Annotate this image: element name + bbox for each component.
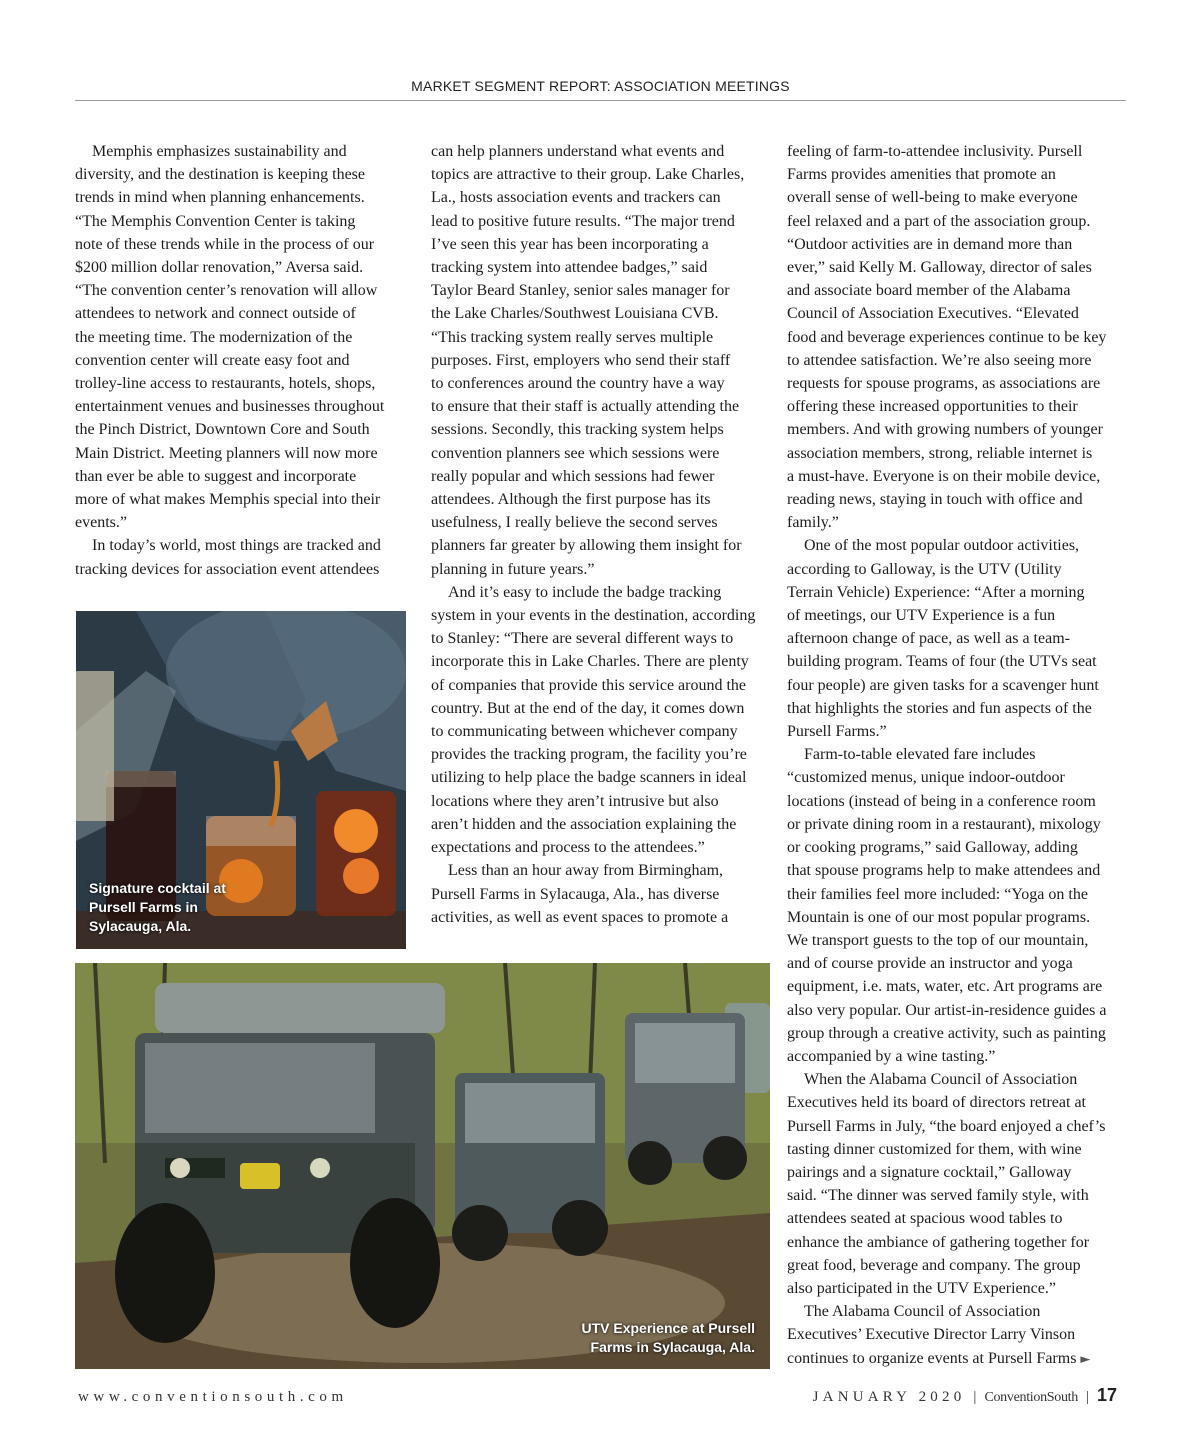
text-line: aren’t hidden and the association explaining the <box>431 815 737 833</box>
text-line: also participated in the UTV Experience.” <box>787 1279 1056 1297</box>
utv-photo-caption: UTV Experience at Pursell Farms in Sylacauga, Ala. <box>581 1320 755 1355</box>
cocktail-photo-caption: Signature cocktail at Pursell Farms in Sylacauga, Ala. <box>89 880 226 934</box>
text-line: utilizing to help place the badge scanners in ideal <box>431 769 747 787</box>
text-line: the Pinch District, Downtown Core and South <box>75 421 370 439</box>
text-line: We transport guests to the top of our mountain, <box>787 931 1089 949</box>
text-line: and associate board member of the Alabama <box>787 282 1071 300</box>
text-line: feeling of farm-to-attendee inclusivity. Pursell <box>787 143 1083 160</box>
article-column-2 <box>431 140 776 929</box>
text-line: Executives’ Executive Director Larry Vinson <box>787 1326 1076 1344</box>
text-line: according to Galloway, is the UTV (Utility <box>787 560 1062 578</box>
text-line: family.” <box>787 514 839 532</box>
text-line: or private dining room in a restaurant), mixology <box>787 815 1101 833</box>
text-line: purposes. First, employers who send their staff <box>431 351 731 369</box>
text-line: enhance the ambiance of gathering together for <box>787 1233 1090 1251</box>
text-line: or cooking programs,” said Galloway, adding <box>787 839 1078 857</box>
text-line: Main District. Meeting planners will now more <box>75 444 378 462</box>
text-line: can help planners understand what events and <box>431 143 725 160</box>
text-line: convention center will create easy foot and <box>75 351 350 369</box>
text-line: the Lake Charles/Southwest Louisiana CVB. <box>431 305 719 323</box>
footer-website: www.conventionsouth.com <box>78 1389 348 1405</box>
text-line: La., hosts association events and trackers can <box>431 189 721 207</box>
text-line: to conferences around the country have a way <box>431 375 725 393</box>
text-line: “The convention center’s renovation will allow <box>75 282 378 300</box>
text-line: locations where they aren’t intrusive but also <box>431 792 719 810</box>
text-line: to Stanley: “There are several different ways to <box>431 630 734 648</box>
footer-issue-date: JANUARY 2020 <box>812 1389 966 1405</box>
text-line: One of the most popular outdoor activities, <box>804 537 1080 555</box>
text-line: their families feel more included: “Yoga on the <box>787 885 1088 903</box>
text-line: Pursell Farms.” <box>787 723 887 741</box>
text-line: that spouse programs help to make attendees and <box>787 862 1101 880</box>
text-line-content: continues to organize events at Pursell Farms <box>787 1349 1077 1367</box>
text-line: Executives held its board of directors retreat at <box>787 1094 1086 1112</box>
utv-photo <box>75 963 770 1369</box>
text-line: When the Alabama Council of Association <box>804 1071 1078 1089</box>
text-line: trends in mind when planning enhancements. <box>75 189 365 207</box>
text-line: to ensure that their staff is actually attending the <box>431 398 740 416</box>
text-line: offering these increased opportunities to their <box>787 398 1078 416</box>
text-line: planning in future years.” <box>431 560 595 578</box>
text-line: ever,” said Kelly M. Galloway, director of sales <box>787 259 1092 277</box>
text-line: to communicating between whichever company <box>431 723 738 741</box>
text-line: Terrain Vehicle) Experience: “After a morning <box>787 583 1085 601</box>
text-line: and of course provide an instructor and yoga <box>787 955 1073 973</box>
text-line: sessions. Secondly, this tracking system helps <box>431 421 724 439</box>
footer-folio <box>813 1385 1117 1406</box>
text-line: reading news, staying in touch with office and <box>787 491 1083 509</box>
text-line: Taylor Beard Stanley, senior sales manager for <box>431 282 730 300</box>
text-line: great food, beverage and company. The group <box>787 1256 1081 1274</box>
text-line: food and beverage experiences continue to be key <box>787 328 1107 346</box>
text-line: note of these trends while in the process of our <box>75 235 375 253</box>
text-line: a must-have. Everyone is on their mobile device, <box>787 467 1101 485</box>
text-line: $200 million dollar renovation,” Aversa said. <box>75 259 364 277</box>
header-title: MARKET SEGMENT REPORT: ASSOCIATION MEETINGS <box>411 78 790 94</box>
text-line: also very popular. Our artist-in-residence guides a <box>787 1001 1107 1019</box>
text-line: And it’s easy to include the badge tracking <box>448 583 722 601</box>
text-line: the meeting time. The modernization of the <box>75 328 353 346</box>
text-line: “This tracking system really serves multiple <box>431 328 714 346</box>
text-line: than ever be able to suggest and incorporate <box>75 467 357 485</box>
text-line: association members, strong, reliable internet is <box>787 444 1093 462</box>
text-line: “The Memphis Convention Center is taking <box>75 212 356 230</box>
text-line: I’ve seen this year has been incorporating a <box>431 235 709 253</box>
text-line: country. But at the end of the day, it comes down <box>431 699 745 717</box>
text-line: feel relaxed and a part of the association group. <box>787 212 1091 230</box>
text-line: Pursell Farms in July, “the board enjoyed a chef’s <box>787 1117 1106 1135</box>
text-line: really popular and which sessions had fewer <box>431 467 715 485</box>
text-line: Farm-to-table elevated fare includes <box>804 746 1036 764</box>
text-line: convention planners see which sessions were <box>431 444 720 462</box>
text-line: entertainment venues and businesses throughout <box>75 398 385 416</box>
text-line: provides the tracking program, the facility you’re <box>431 746 747 764</box>
text-line: attendees to network and connect outside of <box>75 305 356 323</box>
text-line: building program. Teams of four (the UTVs seat <box>787 653 1097 671</box>
text-line: diversity, and the destination is keeping these <box>75 166 366 184</box>
text-line: overall sense of well-being to make everyone <box>787 189 1078 207</box>
text-line: “Outdoor activities are in demand more than <box>787 235 1073 253</box>
text-line: members. And with growing numbers of younger <box>787 421 1103 439</box>
text-line: pairings and a signature cocktail,” Galloway <box>787 1163 1072 1181</box>
article-column-1 <box>75 140 405 581</box>
text-line <box>787 1347 1132 1371</box>
text-line: topics are attractive to their group. Lake Charles, <box>431 166 745 184</box>
text-line: locations (instead of being in a conference room <box>787 792 1096 810</box>
text-line: planners far greater by allowing them insight for <box>431 537 742 555</box>
text-line: to attendee satisfaction. We’re also seeing more <box>787 351 1092 369</box>
text-line: “customized menus, unique indoor-outdoor <box>787 769 1065 787</box>
page-number: 17 <box>1096 1385 1117 1405</box>
text-line: said. “The dinner was served family style, with <box>787 1187 1089 1205</box>
text-line: requests for spouse programs, as associations are <box>787 375 1101 393</box>
text-line: attendees seated at spacious wood tables to <box>787 1210 1063 1228</box>
text-line: In today’s world, most things are tracked and <box>92 537 381 555</box>
text-line: activities, as well as event spaces to promote a <box>431 908 729 926</box>
text-line: trolley-line access to restaurants, hotels, shops, <box>75 375 376 393</box>
text-line: Pursell Farms in Sylacauga, Ala., has diverse <box>431 885 720 903</box>
text-line: more of what makes Memphis special into their <box>75 491 381 509</box>
text-line: usefulness, I really believe the second serves <box>431 514 718 532</box>
text-line: tasting dinner customized for them, with wine <box>787 1140 1082 1158</box>
text-line: tracking system into attendee badges,” said <box>431 259 708 277</box>
footer-separator: | <box>1085 1389 1089 1405</box>
footer-magazine-name: ConventionSouth <box>984 1390 1078 1405</box>
text-line: Mountain is one of our most popular programs. <box>787 908 1091 926</box>
text-line: group through a creative activity, such as painting <box>787 1024 1106 1042</box>
utv-photo-illustration <box>75 963 770 1369</box>
text-line: of companies that provide this service around the <box>431 676 747 694</box>
text-line: Less than an hour away from Birmingham, <box>448 862 724 880</box>
text-line: The Alabama Council of Association <box>804 1303 1041 1321</box>
text-line: Council of Association Executives. “Elevated <box>787 305 1079 323</box>
text-line: Memphis emphasizes sustainability and <box>92 143 347 160</box>
text-line: afternoon change of pace, as well as a team- <box>787 630 1070 648</box>
text-line: expectations and process to the attendees.” <box>431 839 705 857</box>
text-line: events.” <box>75 514 127 532</box>
footer-separator: | <box>973 1389 977 1405</box>
running-header <box>75 78 1126 101</box>
text-line: accompanied by a wine tasting.” <box>787 1047 996 1065</box>
article-column-3 <box>787 140 1132 1371</box>
text-line: attendees. Although the first purpose has its <box>431 491 711 509</box>
text-line: equipment, i.e. mats, water, etc. Art programs are <box>787 978 1103 996</box>
text-line: of meetings, our UTV Experience is a fun <box>787 607 1056 625</box>
text-line: incorporate this in Lake Charles. There are plenty <box>431 653 749 671</box>
text-line: lead to positive future results. “The major trend <box>431 212 735 230</box>
continued-arrow-icon: ► <box>1080 1351 1091 1367</box>
text-line: Farms provides amenities that promote an <box>787 166 1056 184</box>
text-line: four people) are given tasks for a scavenger hunt <box>787 676 1099 694</box>
text-line: that highlights the stories and fun aspects of the <box>787 699 1092 717</box>
text-line: tracking devices for association event attendees <box>75 560 380 578</box>
text-line: system in your events in the destination, according <box>431 607 756 625</box>
